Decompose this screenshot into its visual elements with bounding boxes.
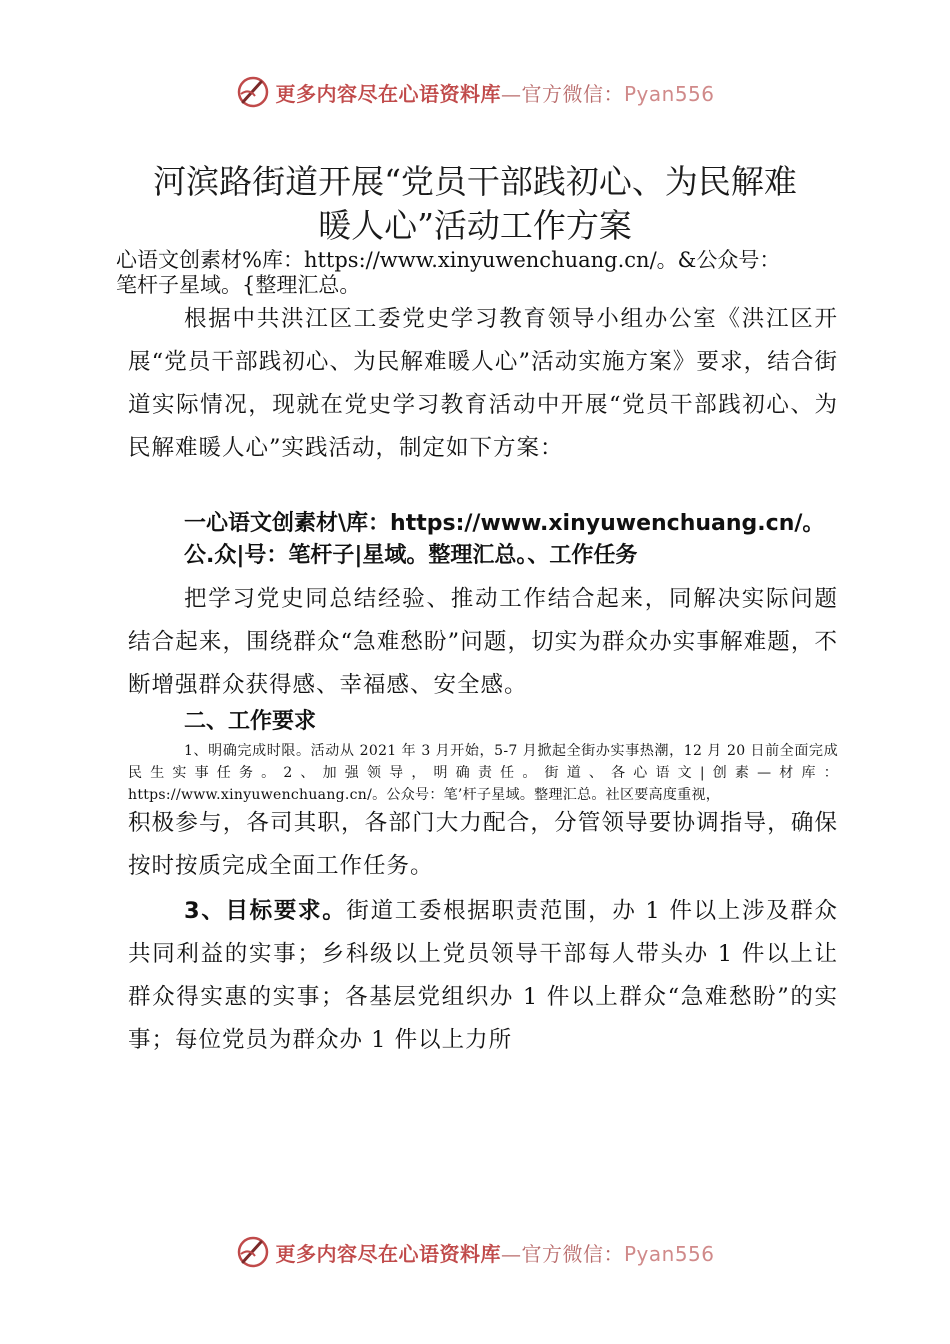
banner-middle: —官方微信： [500,1241,624,1266]
title-line-2: 暖人心”活动工作方案 [318,206,632,245]
top-watermark-banner [0,72,950,112]
item-3-paragraph [128,890,838,1062]
banner-wechat-id: Pyan556 [623,1241,715,1266]
section-2-heading-block [128,706,838,738]
item-3-body: 街道工委根据职责范围，办 1 件以上涉及群众共同利益的实事；乡科级以上党员领导干部每人带头办 1 件以上让群众得实惠的实事；各基层党组织办 1 件以上群众“急难愁盼”的实事；每位党员为群众办 1 件以上力所 [128,898,839,1053]
bottom-watermark-banner [0,1232,950,1272]
banner-accent: 更多内容尽在心语资料库 [275,81,501,106]
pen-logo-icon [235,1234,271,1270]
item-3-block [128,890,838,1062]
section-1-heading-line-2: 公.众|号：笔杆子|星域。整理汇总。、工作任务 [184,543,638,568]
source-note-line-1: 心语文创素材%库：https://www.xinyuwenchuang.cn/。&公众号： [116,248,781,272]
banner-wechat-id: Pyan556 [623,81,715,106]
banner-middle: —官方微信： [500,81,624,106]
banner-accent: 更多内容尽在心语资料库 [275,1241,501,1266]
source-note [116,248,856,298]
section-1-heading-line-1: 一心语文创素材\库：https://www.xinyuwenchuang.cn/。 [184,511,825,536]
section-1-paragraph: 把学习党史同总结经验、推动工作结合起来，同解决实际问题结合起来，围绕群众“急难愁盼”问题，切实为群众办实事解难题，不断增强群众获得感、幸福感、安全感。 [128,586,838,698]
item-3-lead: 3、目标要求。 [184,898,347,924]
banner-text [275,1238,714,1267]
source-note-line-2: 笔杆子星域。{整理汇总。 [116,273,361,297]
title-line-1: 河滨路街道开展“党员干部践初心、为民解难 [153,162,797,201]
section-2-small-block [128,740,838,806]
section-2-body [128,802,838,888]
section-2-paragraph: 积极参与，各司其职，各部门大力配合，分管领导要协调指导，确保按时按质完成全面工作任务。 [128,810,838,879]
section-1-heading [128,508,838,572]
intro-paragraph: 根据中共洪江区工委党史学习教育领导小组办公室《洪江区开展“党员干部践初心、为民解难暖人心”活动实施方案》要求，结合街道实际情况，现就在党史学习教育活动中开展“党员干部践初心、为民解难暖人心”实践活动，制定如下方案： [128,306,838,461]
section-2-heading: 二、工作要求 [184,709,317,734]
intro-section [128,298,838,470]
section-1-body [128,578,838,707]
document-title [100,160,850,248]
banner-text [275,78,714,107]
pen-logo-icon [235,74,271,110]
section-2-small-text: 1、明确完成时限。活动从 2021 年 3 月开始，5-7 月掀起全街办实事热潮，12 月 20 日前全面完成民生实事任务。2、加强领导，明确责任。街道、各心语文|创素—材库：https://www.xinyuwenchuang.cn/。公众号：笔’杆子星域。整理汇总。社区要高度重视， [128,743,838,803]
